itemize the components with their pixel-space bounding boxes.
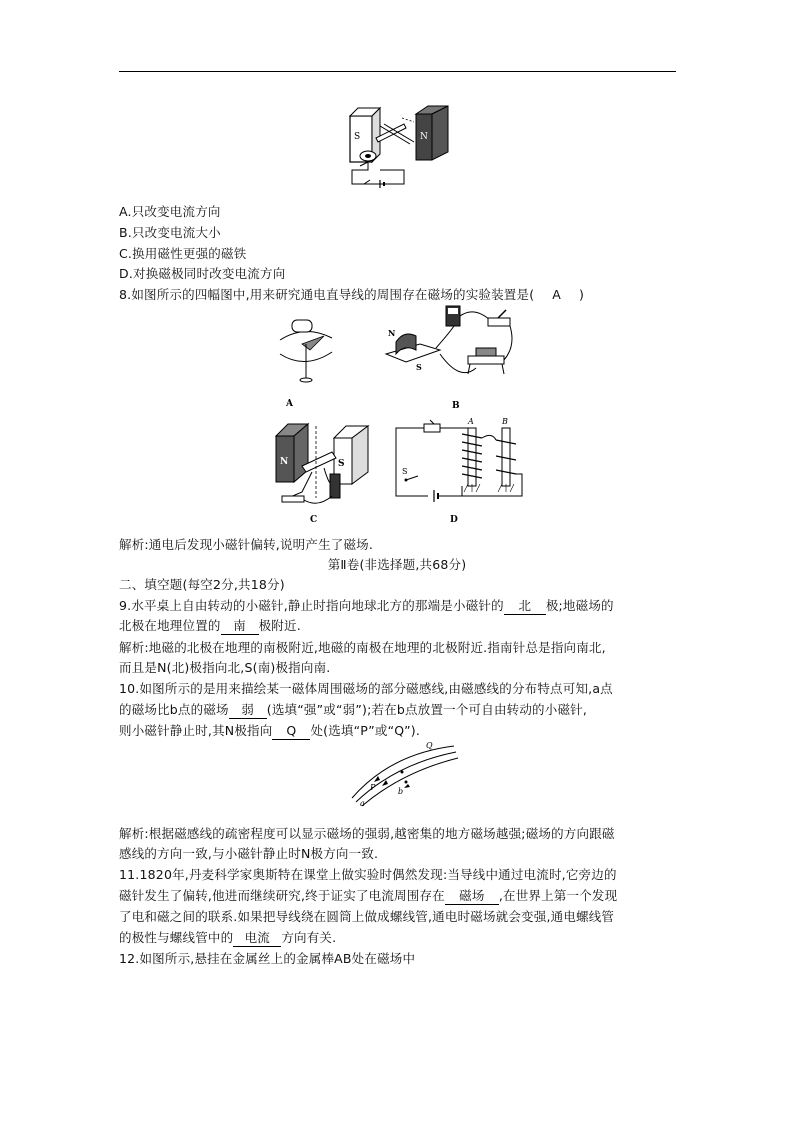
question-8-text: 8.如图所示的四幅图中,用来研究通电直导线的周围存在磁场的实验装置是( [119, 287, 535, 302]
figure-8b-s: S [416, 362, 422, 372]
analysis-8: 解析:通电后发现小磁针偏转,说明产生了磁场. [119, 537, 374, 552]
question-8-close: ) [579, 287, 585, 302]
analysis-9-line1: 解析:地磁的北极在地理的南极附近,地磁的南极在地理的北极附近.指南针总是指向南北, [119, 640, 606, 655]
blank-9-1: 北 [504, 598, 546, 615]
figure-8a [270, 310, 340, 414]
figure-8b-label: B [452, 401, 460, 411]
analysis-10-line1: 解析:根据磁感线的疏密程度可以显示磁场的强弱,越密集的地方磁场越强;磁场的方向跟磁 [119, 826, 615, 841]
figure-8d-switch: S [402, 467, 408, 476]
question-11-line3: 了电和磁之间的联系.如果把导线绕在圆筒上做成螺线管,通电时磁场就会变强,通电螺线管 [119, 909, 615, 924]
option-7b: B.只改变电流大小 [119, 225, 221, 240]
figure-8a-label: A [286, 399, 293, 409]
figure-8d-coil-b: B [502, 417, 508, 426]
part-2-heading: 二、填空题(每空2分,共18分) [119, 577, 285, 592]
figure-8b-n: N [388, 328, 396, 338]
question-9-line2: 北极在地理位置的 南 极附近. [119, 618, 301, 633]
option-7c: C.换用磁性更强的磁铁 [119, 246, 247, 261]
magnet-n-label: N [420, 132, 428, 142]
question-9-line1: 9.水平桌上自由转动的小磁针,静止时指向地球北方的那端是小磁针的 北 极;地磁场的 [119, 598, 614, 613]
figure-q10-a: a [360, 799, 365, 808]
question-10-line1: 10.如图所示的是用来描绘某一磁体周围磁场的部分磁感线,由磁感线的分布特点可知,a点 [119, 681, 613, 696]
figure-8d-label: D [450, 515, 458, 525]
blank-10-2: Q [272, 723, 310, 740]
question-11-line2: 磁针发生了偏转,他进而继续研究,终于证实了电流周围存在 磁场 ,在世界上第一个发现 [119, 888, 618, 903]
question-8-answer: A [552, 287, 562, 302]
question-8 [119, 287, 584, 303]
figure-q7-motor [340, 104, 460, 188]
figure-q10-q: Q [426, 741, 433, 750]
figure-q10-p: P [370, 783, 376, 792]
figure-8b [380, 302, 520, 414]
figure-8c-label: C [310, 515, 318, 525]
analysis-10-line2: 感线的方向一致,与小磁针静止时N极方向一致. [119, 846, 379, 861]
header-rule [119, 71, 676, 72]
question-11-line1: 11.1820年,丹麦科学家奥斯特在课堂上做实验时偶然发现:当导线中通过电流时,它旁边的 [119, 867, 617, 882]
blank-9-2: 南 [221, 618, 259, 635]
figure-8d [388, 412, 528, 528]
figure-q10-b: b [398, 787, 404, 796]
blank-11-2: 电流 [233, 930, 281, 947]
question-10-line2: 的磁场比b点的磁场 弱 (选填“强”或“弱”);若在b点放置一个可自由转动的小磁针, [119, 702, 588, 717]
section-2-title: 第Ⅱ卷(非选择题,共68分) [327, 557, 467, 572]
figure-8c [272, 418, 382, 528]
figure-8c-s: S [338, 459, 345, 469]
question-10-line3: 则小磁针静止时,其N极指向 Q 处(选填“P”或“Q”). [119, 723, 421, 738]
magnet-s-label: S [354, 132, 361, 142]
blank-11-1: 磁场 [445, 888, 499, 905]
analysis-9-line2: 而且是N(北)极指向北,S(南)极指向南. [119, 660, 331, 675]
question-11-line4: 的极性与螺线管中的 电流 方向有关. [119, 930, 337, 945]
question-12: 12.如图所示,悬挂在金属丝上的金属棒AB处在磁场中 [119, 951, 416, 966]
option-7a: A.只改变电流方向 [119, 204, 221, 219]
figure-q10-field-lines [350, 740, 460, 810]
figure-8c-n: N [280, 457, 289, 467]
option-7d: D.对换磁极同时改变电流方向 [119, 266, 286, 281]
figure-8d-coil-a: A [468, 417, 474, 426]
blank-10-1: 弱 [229, 702, 267, 719]
